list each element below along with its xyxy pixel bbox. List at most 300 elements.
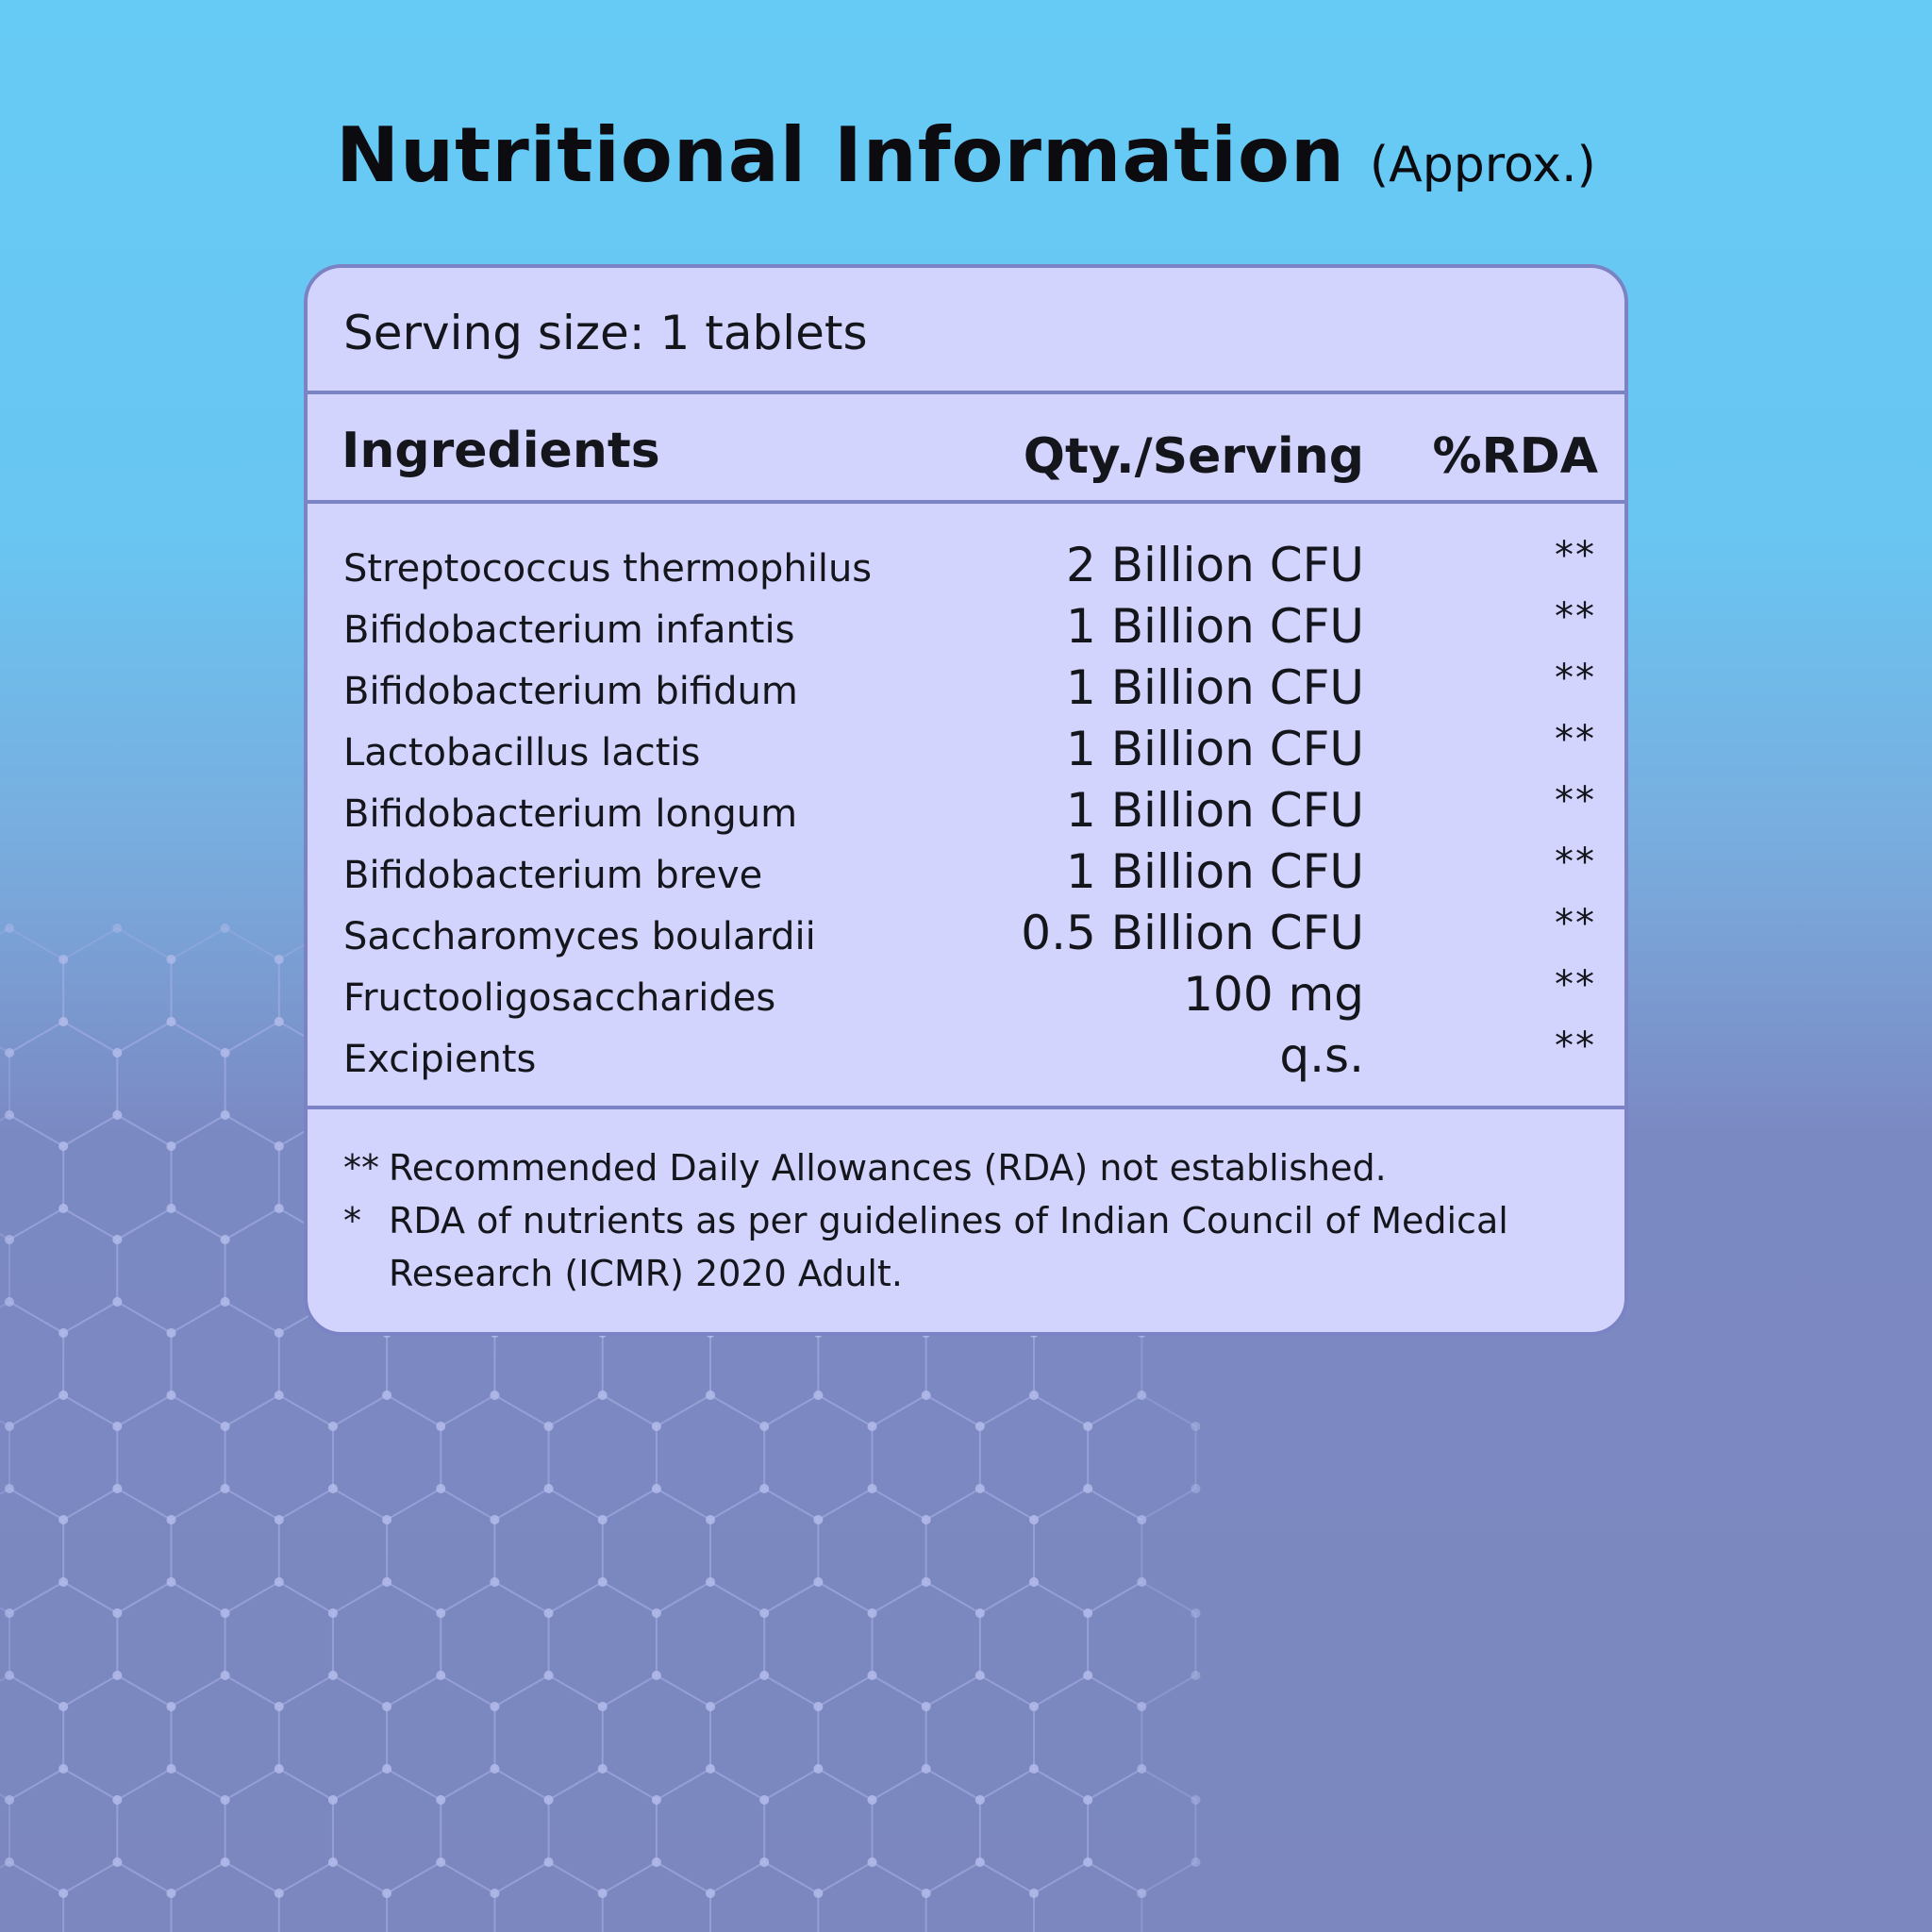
hexagon-node xyxy=(1191,1857,1200,1867)
hexagon-node xyxy=(328,1795,338,1805)
hexagon-outline xyxy=(117,1582,225,1707)
hexagon-outline xyxy=(117,1208,225,1333)
ingredient-qty: 1 Billion CFU xyxy=(1065,783,1364,838)
ingredient-qty: 1 Billion CFU xyxy=(1065,722,1364,776)
hexagon-node xyxy=(436,1857,445,1867)
hexagon-node xyxy=(1191,1795,1200,1805)
hexagon-outline xyxy=(279,1675,387,1800)
ingredient-name: Bifidobacterium breve xyxy=(343,854,763,897)
ingredient-name: Bifidobacterium bifidum xyxy=(343,670,798,713)
ingredient-qty: 100 mg xyxy=(1183,967,1364,1022)
hexagon-node xyxy=(221,1048,230,1058)
hexagon-outline xyxy=(117,1769,225,1893)
hexagon-outline xyxy=(873,1395,980,1520)
hexagon-node xyxy=(436,1422,445,1431)
hexagon-outline xyxy=(171,1115,278,1240)
hexagon-node xyxy=(58,1017,68,1026)
hexagon-node xyxy=(598,1764,608,1774)
hexagon-node xyxy=(166,1141,175,1151)
hexagon-node xyxy=(868,1671,877,1680)
hexagon-outline xyxy=(710,1489,818,1613)
table-row xyxy=(308,779,1624,844)
title-main: Nutritional Information xyxy=(336,111,1345,199)
ingredient-rda: ** xyxy=(1555,1024,1596,1068)
hexagon-node xyxy=(652,1608,661,1618)
ingredient-qty: q.s. xyxy=(1279,1028,1364,1083)
hexagon-node xyxy=(275,1577,284,1587)
hexagon-node xyxy=(221,1235,230,1244)
hexagon-node xyxy=(112,1484,122,1493)
hexagon-node xyxy=(382,1515,391,1524)
hexagon-outline xyxy=(441,1582,548,1707)
hexagon-outline xyxy=(0,1675,63,1800)
hexagon-outline xyxy=(9,1022,117,1146)
hexagon-node xyxy=(490,1764,499,1774)
hexagon-node xyxy=(544,1608,554,1618)
hexagon-node xyxy=(490,1702,499,1711)
hexagon-node xyxy=(221,1484,230,1493)
hexagon-node xyxy=(975,1608,985,1618)
hexagon-node xyxy=(868,1857,877,1867)
hexagon-node xyxy=(922,1515,931,1524)
hexagon-outline xyxy=(1034,1862,1141,1932)
hexagon-node xyxy=(275,1702,284,1711)
hexagon-outline xyxy=(926,1489,1034,1613)
hexagon-node xyxy=(1083,1484,1092,1493)
hexagon-outline xyxy=(9,1582,117,1707)
hexagon-node xyxy=(58,1889,68,1898)
hexagon-outline xyxy=(333,1769,441,1893)
header-qty-serving: Qty./Serving xyxy=(1023,428,1364,485)
hexagon-node xyxy=(58,955,68,964)
hexagon-node xyxy=(58,1515,68,1524)
hexagon-outline xyxy=(549,1395,657,1520)
hexagon-node xyxy=(112,1048,122,1058)
hexagon-node xyxy=(975,1671,985,1680)
hexagon-outline xyxy=(63,1302,171,1426)
hexagon-node xyxy=(5,1297,14,1307)
hexagon-node xyxy=(490,1577,499,1587)
hexagon-outline xyxy=(657,1395,764,1520)
hexagon-node xyxy=(544,1422,554,1431)
hexagon-node xyxy=(221,1422,230,1431)
hexagon-node xyxy=(922,1391,931,1400)
hexagon-node xyxy=(5,1235,14,1244)
hexagon-outline xyxy=(0,1862,63,1932)
hexagon-node xyxy=(759,1795,769,1805)
table-row xyxy=(308,1024,1624,1090)
hexagon-outline xyxy=(279,1862,387,1932)
table-row xyxy=(308,902,1624,967)
hexagon-node xyxy=(112,1795,122,1805)
hexagon-node xyxy=(275,1391,284,1400)
hexagon-node xyxy=(813,1391,823,1400)
hexagon-node xyxy=(706,1577,715,1587)
hexagon-node xyxy=(1137,1577,1146,1587)
title-approx-note: (Approx.) xyxy=(1369,137,1596,193)
hexagon-node xyxy=(706,1764,715,1774)
hexagon-node xyxy=(166,1328,175,1338)
hexagon-outline xyxy=(63,1862,171,1932)
hexagon-outline xyxy=(171,928,278,1053)
hexagon-node xyxy=(166,1702,175,1711)
hexagon-node xyxy=(58,1391,68,1400)
hexagon-node xyxy=(328,1422,338,1431)
hexagon-outline xyxy=(1088,1395,1195,1520)
hexagon-node xyxy=(112,1297,122,1307)
header-ingredients: Ingredients xyxy=(341,423,660,479)
hexagon-outline xyxy=(764,1582,872,1707)
hexagon-node xyxy=(166,1577,175,1587)
hexagon-outline xyxy=(387,1862,494,1932)
hexagon-node xyxy=(5,924,14,933)
ingredient-name: Fructooligosaccharides xyxy=(343,976,776,1020)
hexagon-node xyxy=(1191,1671,1200,1680)
table-row xyxy=(308,718,1624,783)
hexagon-node xyxy=(221,1857,230,1867)
hexagon-node xyxy=(1029,1515,1039,1524)
hexagon-node xyxy=(382,1702,391,1711)
hexagon-outline xyxy=(333,1582,441,1707)
hexagon-node xyxy=(112,1671,122,1680)
hexagon-node xyxy=(221,924,230,933)
hexagon-outline xyxy=(0,928,63,1053)
hexagon-node xyxy=(1029,1889,1039,1898)
hexagon-node xyxy=(759,1857,769,1867)
hexagon-node xyxy=(975,1857,985,1867)
hexagon-node xyxy=(166,1764,175,1774)
hexagon-node xyxy=(975,1422,985,1431)
hexagon-node xyxy=(5,1857,14,1867)
hexagon-node xyxy=(598,1515,608,1524)
hexagon-node xyxy=(58,1204,68,1213)
hexagon-node xyxy=(221,1297,230,1307)
hexagon-node xyxy=(1083,1857,1092,1867)
hexagon-node xyxy=(652,1857,661,1867)
hexagon-outline xyxy=(980,1769,1088,1893)
hexagon-outline xyxy=(818,1489,925,1613)
ingredient-qty: 1 Billion CFU xyxy=(1065,660,1364,715)
ingredient-rda: ** xyxy=(1555,595,1596,639)
hexagon-outline xyxy=(1034,1675,1141,1800)
hexagon-outline xyxy=(171,1489,278,1613)
hexagon-node xyxy=(868,1608,877,1618)
hexagon-node xyxy=(922,1764,931,1774)
hexagon-node xyxy=(1191,1422,1200,1431)
hexagon-outline xyxy=(494,1675,602,1800)
hexagon-node xyxy=(328,1484,338,1493)
hexagon-node xyxy=(58,1764,68,1774)
hexagon-outline xyxy=(63,1489,171,1613)
ingredient-name: Excipients xyxy=(343,1038,537,1081)
hexagon-node xyxy=(436,1671,445,1680)
table-row xyxy=(308,963,1624,1028)
hexagon-node xyxy=(706,1702,715,1711)
footnote-text: Recommended Daily Allowances (RDA) not established. xyxy=(389,1147,1387,1189)
hexagon-node xyxy=(922,1889,931,1898)
hexagon-node xyxy=(275,1515,284,1524)
hexagon-outline xyxy=(387,1489,494,1613)
hexagon-node xyxy=(112,1235,122,1244)
ingredient-qty: 1 Billion CFU xyxy=(1065,599,1364,654)
hexagon-node xyxy=(166,1889,175,1898)
hexagon-outline xyxy=(926,1862,1034,1932)
hexagon-outline xyxy=(171,1302,278,1426)
hexagon-outline xyxy=(710,1675,818,1800)
hexagon-node xyxy=(328,1857,338,1867)
footnote-mark: ** xyxy=(343,1147,379,1189)
hexagon-node xyxy=(1137,1702,1146,1711)
hexagon-node xyxy=(382,1764,391,1774)
ingredient-name: Bifidobacterium longum xyxy=(343,792,798,836)
hexagon-node xyxy=(1029,1391,1039,1400)
hexagon-node xyxy=(706,1889,715,1898)
hexagon-node xyxy=(975,1484,985,1493)
hexagon-node xyxy=(598,1577,608,1587)
hexagon-node xyxy=(328,1608,338,1618)
table-row xyxy=(308,841,1624,906)
hexagon-outline xyxy=(225,1395,333,1520)
hexagon-outline xyxy=(0,1115,63,1240)
hexagon-node xyxy=(5,1422,14,1431)
hexagon-outline xyxy=(657,1769,764,1893)
hexagon-outline xyxy=(764,1769,872,1893)
hexagon-node xyxy=(813,1515,823,1524)
hexagon-node xyxy=(544,1857,554,1867)
hexagon-node xyxy=(706,1515,715,1524)
hexagon-node xyxy=(1083,1795,1092,1805)
hexagon-node xyxy=(166,1204,175,1213)
hexagon-node xyxy=(490,1889,499,1898)
hexagon-outline xyxy=(603,1489,710,1613)
hexagon-node xyxy=(813,1764,823,1774)
ingredient-rda: ** xyxy=(1555,841,1596,884)
divider xyxy=(308,1106,1624,1109)
hexagon-node xyxy=(275,1764,284,1774)
hexagon-outline xyxy=(1088,1582,1195,1707)
hexagon-node xyxy=(275,1204,284,1213)
hexagon-node xyxy=(166,1017,175,1026)
header-rda: %RDA xyxy=(1432,428,1598,485)
hexagon-outline xyxy=(0,1489,63,1613)
hexagon-node xyxy=(166,1515,175,1524)
hexagon-outline xyxy=(279,1489,387,1613)
hexagon-node xyxy=(652,1422,661,1431)
divider xyxy=(308,391,1624,394)
ingredient-name: Streptococcus thermophilus xyxy=(343,547,873,591)
hexagon-outline xyxy=(710,1862,818,1932)
hexagon-outline xyxy=(603,1862,710,1932)
hexagon-node xyxy=(221,1110,230,1120)
hexagon-outline xyxy=(873,1769,980,1893)
hexagon-outline xyxy=(764,1395,872,1520)
hexagon-outline xyxy=(0,1302,63,1426)
ingredient-rda: ** xyxy=(1555,779,1596,823)
hexagon-outline xyxy=(171,1675,278,1800)
hexagon-node xyxy=(598,1391,608,1400)
hexagon-node xyxy=(1137,1515,1146,1524)
hexagon-node xyxy=(868,1484,877,1493)
hexagon-node xyxy=(112,1857,122,1867)
hexagon-outline xyxy=(225,1582,333,1707)
hexagon-outline xyxy=(1088,1769,1195,1893)
hexagon-outline xyxy=(225,1769,333,1893)
hexagon-node xyxy=(759,1484,769,1493)
hexagon-outline xyxy=(818,1862,925,1932)
hexagon-node xyxy=(922,1702,931,1711)
hexagon-node xyxy=(1191,1608,1200,1618)
hexagon-node xyxy=(382,1889,391,1898)
hexagon-node xyxy=(436,1608,445,1618)
hexagon-node xyxy=(58,1702,68,1711)
hexagon-node xyxy=(221,1795,230,1805)
hexagon-node xyxy=(598,1889,608,1898)
footnote-mark: * xyxy=(343,1200,361,1241)
footnotes xyxy=(343,1141,1598,1300)
hexagon-outline xyxy=(873,1582,980,1707)
ingredient-qty: 2 Billion CFU xyxy=(1065,538,1364,592)
hexagon-node xyxy=(1083,1671,1092,1680)
table-row xyxy=(308,657,1624,722)
nutrition-panel xyxy=(304,264,1628,1336)
ingredient-rda: ** xyxy=(1555,902,1596,945)
hexagon-outline xyxy=(603,1675,710,1800)
hexagon-node xyxy=(275,1141,284,1151)
hexagon-node xyxy=(1083,1608,1092,1618)
hexagon-outline xyxy=(63,1675,171,1800)
hexagon-outline xyxy=(549,1769,657,1893)
ingredient-name: Saccharomyces boulardii xyxy=(343,915,816,958)
table-row xyxy=(308,534,1624,599)
hexagon-node xyxy=(382,1391,391,1400)
hexagon-node xyxy=(813,1577,823,1587)
hexagon-node xyxy=(166,1391,175,1400)
hexagon-node xyxy=(58,1141,68,1151)
hexagon-outline xyxy=(9,1395,117,1520)
hexagon-node xyxy=(813,1702,823,1711)
serving-size: Serving size: 1 tablets xyxy=(343,306,868,360)
hexagon-node xyxy=(490,1515,499,1524)
hexagon-outline xyxy=(1034,1489,1141,1613)
divider xyxy=(308,500,1624,504)
hexagon-node xyxy=(1083,1422,1092,1431)
hexagon-node xyxy=(544,1484,554,1493)
hexagon-node xyxy=(544,1795,554,1805)
hexagon-node xyxy=(58,1328,68,1338)
hexagon-node xyxy=(221,1608,230,1618)
hexagon-outline xyxy=(926,1675,1034,1800)
hexagon-outline xyxy=(441,1395,548,1520)
hexagon-node xyxy=(1191,1484,1200,1493)
hexagon-node xyxy=(813,1889,823,1898)
hexagon-node xyxy=(544,1671,554,1680)
hexagon-node xyxy=(1137,1764,1146,1774)
hexagon-outline xyxy=(657,1582,764,1707)
table-row xyxy=(308,595,1624,660)
hexagon-outline xyxy=(333,1395,441,1520)
hexagon-node xyxy=(652,1795,661,1805)
hexagon-outline xyxy=(494,1489,602,1613)
hexagon-node xyxy=(490,1391,499,1400)
hexagon-node xyxy=(759,1422,769,1431)
hexagon-node xyxy=(112,1110,122,1120)
ingredient-rda: ** xyxy=(1555,963,1596,1007)
hexagon-node xyxy=(759,1608,769,1618)
hexagon-node xyxy=(112,1608,122,1618)
hexagon-node xyxy=(328,1671,338,1680)
hexagon-node xyxy=(868,1422,877,1431)
hexagon-outline xyxy=(980,1582,1088,1707)
hexagon-node xyxy=(275,1889,284,1898)
hexagon-outline xyxy=(387,1675,494,1800)
hexagon-node xyxy=(275,955,284,964)
hexagon-node xyxy=(382,1577,391,1587)
hexagon-outline xyxy=(549,1582,657,1707)
hexagon-node xyxy=(922,1577,931,1587)
hexagon-outline xyxy=(117,1395,225,1520)
hexagon-outline xyxy=(818,1675,925,1800)
ingredient-name: Lactobacillus lactis xyxy=(343,731,701,774)
hexagon-node xyxy=(1029,1764,1039,1774)
hexagon-outline xyxy=(63,1115,171,1240)
hexagon-node xyxy=(112,924,122,933)
ingredient-rda: ** xyxy=(1555,718,1596,761)
hexagon-outline xyxy=(980,1395,1088,1520)
hexagon-node xyxy=(1137,1889,1146,1898)
hexagon-node xyxy=(868,1795,877,1805)
hexagon-outline xyxy=(494,1862,602,1932)
footnote xyxy=(343,1141,1598,1194)
hexagon-outline xyxy=(9,1208,117,1333)
hexagon-outline xyxy=(171,1862,278,1932)
hexagon-node xyxy=(5,1608,14,1618)
hexagon-node xyxy=(112,1422,122,1431)
hexagon-node xyxy=(166,955,175,964)
hexagon-node xyxy=(275,1328,284,1338)
ingredient-qty: 0.5 Billion CFU xyxy=(1021,906,1364,960)
hexagon-node xyxy=(759,1671,769,1680)
hexagon-node xyxy=(652,1484,661,1493)
hexagon-node xyxy=(221,1671,230,1680)
hexagon-node xyxy=(436,1484,445,1493)
hexagon-node xyxy=(1029,1577,1039,1587)
hexagon-node xyxy=(1029,1702,1039,1711)
hexagon-node xyxy=(436,1795,445,1805)
hexagon-node xyxy=(5,1048,14,1058)
page-title xyxy=(0,111,1932,199)
hexagon-node xyxy=(5,1110,14,1120)
hexagon-node xyxy=(975,1795,985,1805)
hexagon-outline xyxy=(117,1022,225,1146)
hexagon-node xyxy=(275,1017,284,1026)
hexagon-outline xyxy=(9,1769,117,1893)
hexagon-node xyxy=(5,1484,14,1493)
hexagon-outline xyxy=(63,928,171,1053)
footnote xyxy=(343,1194,1598,1300)
footnote-text: RDA of nutrients as per guidelines of Indian Council of Medical Research (ICMR) 2020 Adult. xyxy=(389,1200,1508,1294)
ingredient-rda: ** xyxy=(1555,534,1596,577)
hexagon-node xyxy=(5,1795,14,1805)
ingredient-name: Bifidobacterium infantis xyxy=(343,608,795,652)
ingredient-qty: 1 Billion CFU xyxy=(1065,844,1364,899)
hexagon-node xyxy=(58,1577,68,1587)
hexagon-outline xyxy=(441,1769,548,1893)
hexagon-node xyxy=(652,1671,661,1680)
ingredient-rda: ** xyxy=(1555,657,1596,700)
hexagon-node xyxy=(1137,1391,1146,1400)
hexagon-node xyxy=(5,1671,14,1680)
hexagon-node xyxy=(706,1391,715,1400)
